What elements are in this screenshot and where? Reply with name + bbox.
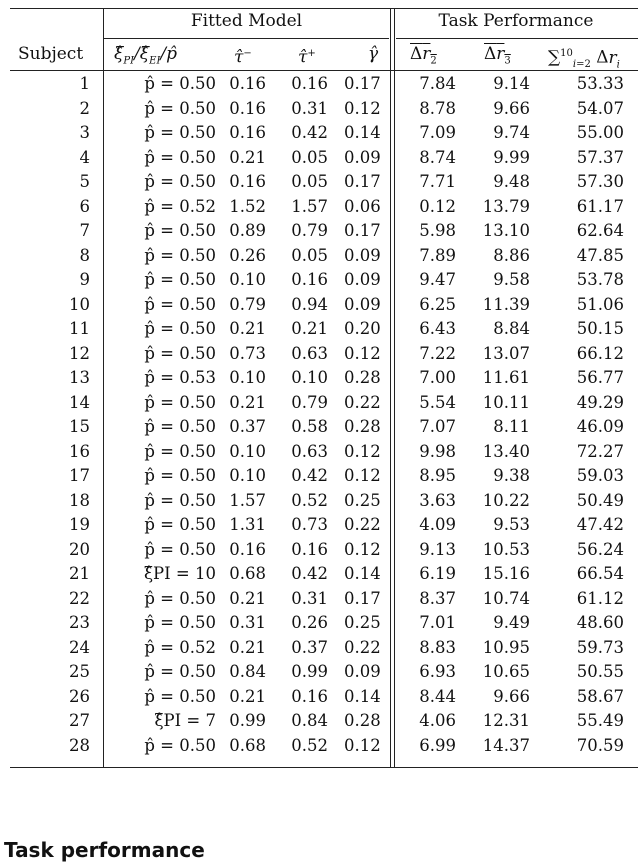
cell-tau-plus: 0.10 [291,368,328,387]
cell-tau-plus: 0.42 [291,564,328,583]
cell-dr3: 9.49 [493,613,530,632]
cell-dr2: 6.93 [419,662,456,681]
table-row [10,195,638,219]
cell-gamma: 0.17 [344,172,381,191]
cell-model: p̂ = 0.50 [144,735,216,755]
cell-tau-plus: 0.52 [291,735,328,755]
cell-gamma: 0.12 [344,735,381,755]
cell-gamma: 0.06 [344,196,381,216]
cell-dr3: 10.74 [482,588,530,608]
cell-tau-plus: 0.84 [291,711,328,730]
cell-dr3: 9.99 [493,147,530,167]
cell-dr2: 8.44 [419,686,456,706]
cell-dr3: 9.66 [493,98,530,118]
cell-tau-minus: 0.21 [229,319,266,338]
cell-tau-plus: 0.63 [291,441,328,461]
cell-tau-plus: 0.05 [291,147,328,167]
cell-subject: 23 [69,613,90,632]
cell-dr3: 9.48 [493,172,530,191]
cell-model: p̂ = 0.50 [144,319,216,338]
cell-model: p̂ = 0.50 [144,686,216,706]
cell-tau-minus: 0.84 [229,662,266,681]
task-performance-cline [396,38,638,39]
col-header-sum: ∑$^{10}_{i=2}$ $\Delta r_i$ [548,47,620,71]
cell-sum: 48.60 [576,613,624,632]
table-row [10,562,638,586]
cell-tau-plus: 0.52 [291,490,328,510]
cell-subject: 16 [69,441,90,461]
cell-gamma: 0.25 [344,613,381,632]
cell-dr3: 13.40 [482,441,530,461]
cell-dr2: 9.47 [419,270,456,289]
cell-dr2: 8.83 [419,637,456,657]
cell-dr3: 10.11 [482,392,530,412]
cell-subject: 25 [69,662,90,681]
cell-tau-plus: 0.42 [291,466,328,485]
cell-gamma: 0.22 [344,515,381,534]
cell-model: p̂ = 0.52 [144,196,216,216]
cell-subject: 12 [69,343,90,363]
table-row [10,611,638,635]
cell-dr2: 7.07 [419,417,456,436]
table-row [10,366,638,390]
cell-subject: 21 [69,564,90,583]
cell-dr2: 7.84 [419,74,456,93]
col-header-subject: Subject [18,44,84,64]
cell-dr3: 8.86 [493,245,530,265]
cell-model: p̂ = 0.50 [144,417,216,436]
cell-gamma: 0.12 [344,441,381,461]
cell-gamma: 0.12 [344,98,381,118]
cell-subject: 28 [69,735,90,755]
cell-dr2: 9.13 [419,539,456,559]
cell-sum: 62.64 [576,221,624,240]
cell-subject: 27 [69,711,90,730]
cell-dr2: 7.09 [419,123,456,142]
cell-tau-minus: 0.68 [229,735,266,755]
cell-tau-minus: 0.68 [229,564,266,583]
cell-dr2: 7.89 [419,245,456,265]
cell-model: ξ̂PI = 7 [154,711,216,730]
cell-tau-minus: 0.99 [229,711,266,730]
cell-dr3: 14.37 [482,735,530,755]
cell-subject: 4 [79,147,90,167]
cell-tau-minus: 0.10 [229,441,266,461]
cell-tau-minus: 0.10 [229,270,266,289]
cell-sum: 56.77 [576,368,624,387]
cell-gamma: 0.09 [344,147,381,167]
cell-subject: 1 [79,74,90,93]
cell-gamma: 0.22 [344,392,381,412]
cell-dr3: 10.65 [482,662,530,681]
cell-gamma: 0.12 [344,343,381,363]
cell-dr2: 8.78 [419,98,456,118]
cell-dr2: 5.98 [419,221,456,240]
cell-dr2: 4.06 [419,711,456,730]
cell-model: p̂ = 0.50 [144,392,216,412]
cell-model: p̂ = 0.52 [144,637,216,657]
cell-model: p̂ = 0.53 [144,368,216,387]
cell-subject: 17 [69,466,90,485]
cell-dr2: 7.01 [419,613,456,632]
cell-gamma: 0.28 [344,417,381,436]
cell-model: p̂ = 0.50 [144,613,216,632]
cell-sum: 54.07 [576,98,624,118]
cell-sum: 61.12 [576,588,624,608]
cell-gamma: 0.12 [344,466,381,485]
cell-gamma: 0.09 [344,662,381,681]
cell-dr3: 10.22 [482,490,530,510]
cell-dr3: 10.53 [482,539,530,559]
cell-sum: 53.78 [576,270,624,289]
cell-dr3: 9.53 [493,515,530,534]
table-row [10,244,638,268]
table-row [10,170,638,194]
cell-tau-minus: 0.16 [229,539,266,559]
table-row [10,268,638,292]
cell-dr2: 6.99 [419,735,456,755]
cell-tau-minus: 0.16 [229,74,266,93]
cell-sum: 57.30 [576,172,624,191]
cell-tau-plus: 0.73 [291,515,328,534]
cell-dr2: 3.63 [419,490,456,510]
cell-dr3: 9.14 [493,74,530,93]
cell-tau-plus: 0.16 [291,74,328,93]
cell-dr3: 13.10 [482,221,530,240]
cell-subject: 3 [79,123,90,142]
cell-sum: 53.33 [576,74,624,93]
cell-model: p̂ = 0.50 [144,74,216,93]
table-row [10,293,638,317]
cell-dr3: 9.66 [493,686,530,706]
cell-model: p̂ = 0.50 [144,490,216,510]
cell-sum: 50.49 [576,490,624,510]
cell-gamma: 0.17 [344,221,381,240]
table-row [10,342,638,366]
cell-dr2: 6.43 [419,319,456,338]
cell-subject: 14 [69,392,90,412]
cell-tau-minus: 0.79 [229,294,266,314]
cell-sum: 50.15 [576,319,624,338]
cell-tau-plus: 0.05 [291,245,328,265]
cell-gamma: 0.09 [344,270,381,289]
cell-sum: 47.85 [576,245,624,265]
cell-tau-plus: 0.31 [291,588,328,608]
cell-tau-minus: 0.16 [229,98,266,118]
cell-model: ξ̂PI = 10 [143,564,216,583]
cell-dr3: 8.11 [493,417,530,436]
table-row [10,709,638,733]
cell-gamma: 0.25 [344,490,381,510]
cell-dr2: 5.54 [419,392,456,412]
table-row [10,513,638,537]
cell-dr3: 9.38 [493,466,530,485]
cell-subject: 5 [79,172,90,191]
cell-subject: 7 [79,221,90,240]
cell-tau-minus: 0.21 [229,392,266,412]
cell-model: p̂ = 0.50 [144,245,216,265]
cell-tau-plus: 0.63 [291,343,328,363]
cell-tau-minus: 0.73 [229,343,266,363]
cell-dr2: 4.09 [419,515,456,534]
table-row [10,660,638,684]
cell-tau-minus: 0.21 [229,637,266,657]
cell-tau-minus: 1.57 [229,490,266,510]
cell-gamma: 0.09 [344,294,381,314]
cell-gamma: 0.12 [344,539,381,559]
cell-subject: 10 [69,294,90,314]
cell-subject: 20 [69,539,90,559]
cell-sum: 50.55 [576,662,624,681]
cell-tau-plus: 0.26 [291,613,328,632]
cell-tau-plus: 0.05 [291,172,328,191]
col-header-tau-minus: τ̂− [234,47,252,68]
cell-tau-minus: 0.21 [229,147,266,167]
cell-tau-minus: 0.31 [229,613,266,632]
cell-model: p̂ = 0.50 [144,221,216,240]
table-row [10,734,638,758]
col-header-dr2: $\Delta r_2$ [410,44,437,67]
cell-dr2: 7.22 [419,343,456,363]
cell-tau-plus: 0.21 [291,319,328,338]
cell-model: p̂ = 0.50 [144,662,216,681]
cell-tau-minus: 0.89 [229,221,266,240]
fitted-model-cline [103,38,389,39]
cell-dr3: 9.74 [493,123,530,142]
table-row [10,415,638,439]
cell-tau-minus: 0.16 [229,172,266,191]
cell-sum: 59.73 [576,637,624,657]
cell-tau-plus: 0.31 [291,98,328,118]
cell-model: p̂ = 0.50 [144,172,216,191]
cell-dr3: 12.31 [482,711,530,730]
cell-dr2: 6.25 [419,294,456,314]
cell-gamma: 0.14 [344,123,381,142]
cell-gamma: 0.14 [344,564,381,583]
cell-tau-minus: 0.16 [229,123,266,142]
cell-subject: 15 [69,417,90,436]
cell-sum: 72.27 [576,441,624,461]
cell-model: p̂ = 0.50 [144,466,216,485]
table-row [10,317,638,341]
section-heading: Task performance [4,838,205,862]
cell-dr2: 8.74 [419,147,456,167]
cell-tau-plus: 0.16 [291,539,328,559]
table-row [10,440,638,464]
cell-tau-minus: 0.21 [229,588,266,608]
table-row [10,489,638,513]
table-bottom-rule [10,767,638,768]
cell-model: p̂ = 0.50 [144,123,216,142]
table-row [10,587,638,611]
cell-subject: 22 [69,588,90,608]
group-header-task-performance: Task Performance [438,11,594,31]
cell-sum: 59.03 [576,466,624,485]
cell-tau-plus: 0.16 [291,270,328,289]
cell-tau-plus: 0.99 [291,662,328,681]
cell-sum: 55.00 [576,123,624,142]
cell-dr3: 13.07 [482,343,530,363]
table-row [10,72,638,96]
cell-dr3: 11.61 [482,368,530,387]
cell-tau-plus: 0.79 [291,392,328,412]
cell-sum: 55.49 [576,711,624,730]
cell-sum: 49.29 [576,392,624,412]
table-top-rule [10,8,638,9]
table-row [10,146,638,170]
cell-dr2: 6.19 [419,564,456,583]
cell-dr2: 0.12 [419,196,456,216]
cell-gamma: 0.09 [344,245,381,265]
cell-dr2: 7.00 [419,368,456,387]
cell-subject: 24 [69,637,90,657]
cell-dr3: 13.79 [482,196,530,216]
cell-model: p̂ = 0.50 [144,343,216,363]
cell-model: p̂ = 0.50 [144,515,216,534]
cell-subject: 18 [69,490,90,510]
cell-dr2: 7.71 [419,172,456,191]
cell-sum: 46.09 [576,417,624,436]
cell-tau-plus: 0.79 [291,221,328,240]
cell-subject: 6 [79,196,90,216]
col-header-dr3: $\Delta r_3$ [484,44,511,67]
cell-subject: 9 [79,270,90,289]
cell-tau-plus: 0.16 [291,686,328,706]
cell-subject: 26 [69,686,90,706]
cell-gamma: 0.28 [344,711,381,730]
cell-dr3: 8.84 [493,319,530,338]
table-row [10,121,638,145]
cell-gamma: 0.22 [344,637,381,657]
cell-gamma: 0.14 [344,686,381,706]
cell-sum: 47.42 [576,515,624,534]
cell-subject: 8 [79,245,90,265]
col-header-model: $\xî_{PI}/\xî_{EI}/p̂$ [114,44,178,67]
cell-sum: 66.12 [576,343,624,363]
cell-dr2: 8.95 [419,466,456,485]
cell-model: p̂ = 0.50 [144,441,216,461]
table-row [10,636,638,660]
cell-dr3: 11.39 [482,294,530,314]
cell-dr3: 9.58 [493,270,530,289]
cell-sum: 57.37 [576,147,624,167]
cell-tau-plus: 1.57 [291,196,328,216]
cell-model: p̂ = 0.50 [144,294,216,314]
cell-model: p̂ = 0.50 [144,147,216,167]
cell-subject: 19 [69,515,90,534]
cell-dr3: 15.16 [482,564,530,583]
cell-gamma: 0.17 [344,588,381,608]
cell-tau-minus: 0.37 [229,417,266,436]
cell-gamma: 0.20 [344,319,381,338]
col-header-tau-plus: τ̂+ [298,47,316,68]
cell-tau-plus: 0.58 [291,417,328,436]
cell-dr2: 8.37 [419,588,456,608]
cell-sum: 70.59 [576,735,624,755]
group-header-fitted-model: Fitted Model [190,11,303,31]
table-row [10,685,638,709]
col-header-gamma: γ̂ [368,44,379,64]
cell-tau-plus: 0.42 [291,123,328,142]
cell-model: p̂ = 0.50 [144,270,216,289]
cell-sum: 66.54 [576,564,624,583]
table-row [10,464,638,488]
cell-tau-plus: 0.37 [291,637,328,657]
cell-sum: 61.17 [576,196,624,216]
cell-gamma: 0.17 [344,74,381,93]
cell-gamma: 0.28 [344,368,381,387]
cell-subject: 2 [79,98,90,118]
cell-model: p̂ = 0.50 [144,588,216,608]
cell-tau-minus: 0.26 [229,245,266,265]
cell-sum: 56.24 [576,539,624,559]
cell-subject: 11 [69,319,90,338]
cell-sum: 58.67 [576,686,624,706]
cell-tau-minus: 1.31 [229,515,266,534]
cell-tau-minus: 0.10 [229,368,266,387]
cell-tau-minus: 1.52 [229,196,266,216]
table-row [10,538,638,562]
cell-tau-minus: 0.10 [229,466,266,485]
cell-subject: 13 [69,368,90,387]
table-row [10,219,638,243]
cell-model: p̂ = 0.50 [144,98,216,118]
cell-tau-plus: 0.94 [291,294,328,314]
cell-model: p̂ = 0.50 [144,539,216,559]
cell-sum: 51.06 [576,294,624,314]
cell-dr3: 10.95 [482,637,530,657]
table-row [10,391,638,415]
cell-dr2: 9.98 [419,441,456,461]
cell-tau-minus: 0.21 [229,686,266,706]
table-row [10,97,638,121]
header-rule [10,70,638,71]
